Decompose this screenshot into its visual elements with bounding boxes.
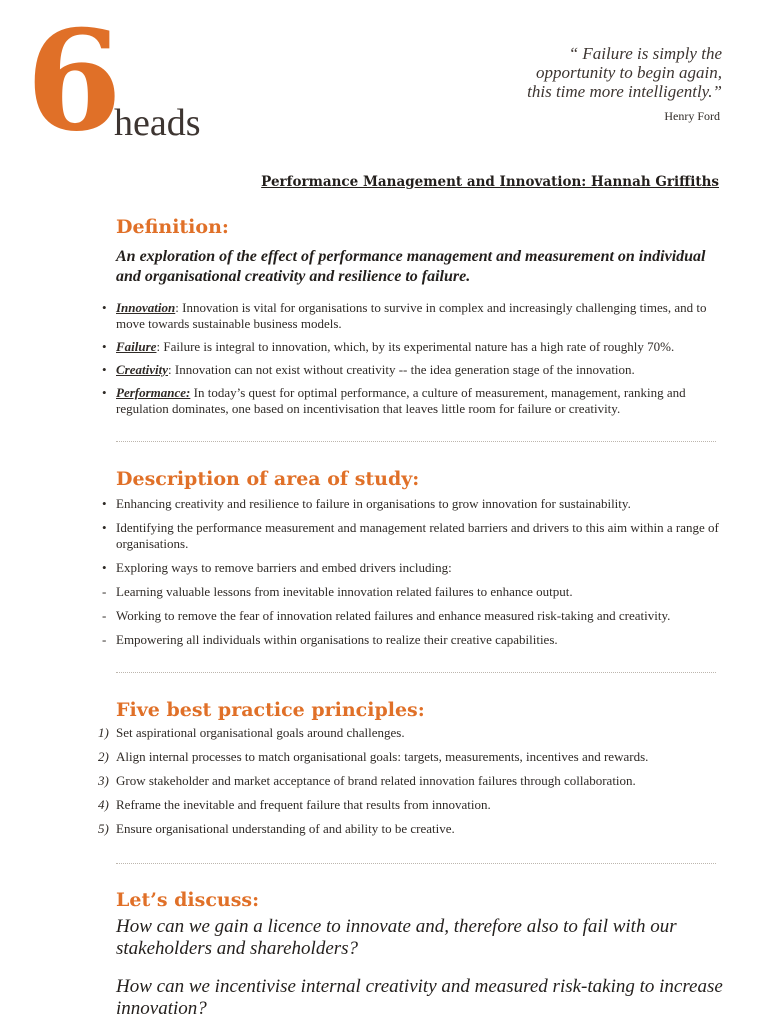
document-title: Performance Management and Innovation: Hannah Griffiths — [261, 174, 719, 190]
section-divider — [116, 672, 716, 673]
principles-section — [98, 698, 726, 837]
definition-term: Failure — [116, 339, 157, 354]
principle-number: 2) — [98, 749, 109, 764]
definition-term: Performance: — [116, 385, 191, 400]
logo-number: 6 — [26, 0, 123, 162]
description-text: Learning valuable lessons from inevitable innovation related failures to enhance output. — [116, 584, 573, 599]
definition-section — [102, 215, 726, 417]
description-heading: Description of area of study: — [116, 468, 420, 490]
definition-item — [102, 339, 726, 355]
principle-text: Ensure organisational understanding of and ability to be creative. — [116, 821, 455, 836]
description-item — [102, 608, 726, 624]
definition-item — [102, 362, 726, 378]
bullet-marker: - — [102, 584, 107, 599]
definition-text: Innovation can not exist without creativity -- the idea generation stage of the innovation. — [171, 362, 635, 377]
discussion-question: How can we incentivise internal creativity and measured risk-taking to increase innovation? — [116, 976, 723, 1019]
definition-separator: : — [168, 362, 172, 377]
bullet-marker: • — [102, 496, 107, 511]
principles-heading: Five best practice principles: — [116, 699, 425, 721]
logo — [26, 0, 226, 162]
definition-separator: : — [175, 300, 179, 315]
quote-line: this time more intelligently.” — [527, 82, 722, 101]
discuss-section — [116, 888, 726, 1020]
definition-item — [102, 385, 726, 417]
definition-text: Failure is integral to innovation, which, by its experimental nature has a high rate of roughly 70%. — [160, 339, 675, 354]
bullet-marker: - — [102, 632, 107, 647]
definition-list — [102, 300, 726, 417]
principle-item — [98, 749, 726, 765]
principle-number: 5) — [98, 821, 109, 836]
description-item — [102, 584, 726, 600]
description-text: Working to remove the fear of innovation related failures and enhance measured risk-taking and creativity. — [116, 608, 671, 623]
definition-item — [102, 300, 726, 332]
description-item — [102, 496, 726, 512]
principle-text: Reframe the inevitable and frequent failure that results from innovation. — [116, 797, 491, 812]
bullet-marker: • — [102, 385, 107, 400]
description-text: Exploring ways to remove barriers and embed drivers including: — [116, 560, 452, 575]
bullet-marker: • — [102, 339, 107, 354]
principle-text: Grow stakeholder and market acceptance of brand related innovation failures through collaboration. — [116, 773, 636, 788]
principle-number: 3) — [98, 773, 109, 788]
principle-text: Set aspirational organisational goals around challenges. — [116, 725, 405, 740]
description-item — [102, 632, 726, 648]
principle-item — [98, 725, 726, 741]
description-text: Identifying the performance measurement and management related barriers and drivers to this aim within a range of organisations. — [116, 520, 719, 551]
definition-heading: Definition: — [116, 216, 229, 238]
principle-text: Align internal processes to match organisational goals: targets, measurements, incentives and rewards. — [116, 749, 649, 764]
bullet-marker: - — [102, 608, 107, 623]
section-divider — [116, 441, 716, 442]
description-text: Enhancing creativity and resilience to failure in organisations to grow innovation for sustainability. — [116, 496, 631, 511]
principle-number: 1) — [98, 725, 109, 740]
principle-item — [98, 797, 726, 813]
definition-subheading: An exploration of the effect of performance management and measurement on individual and organisational creativity and resilience to failure. — [116, 248, 706, 285]
discuss-heading: Let’s discuss: — [116, 889, 260, 911]
bullet-marker: • — [102, 560, 107, 575]
definition-separator: : — [156, 339, 161, 354]
definition-term: Creativity — [116, 362, 168, 377]
quote-author: Henry Ford — [664, 109, 720, 123]
discussion-question: How can we gain a licence to innovate and, therefore also to fail with our stakeholders and shareholders? — [116, 916, 677, 959]
description-item — [102, 560, 726, 576]
description-list — [102, 496, 726, 648]
description-section — [102, 467, 726, 648]
definition-text: In today’s quest for optimal performance, a culture of measurement, management, ranking and regulation dominates, one based on incentivisation that leaves little room for failure or creativity. — [116, 385, 686, 416]
quote-line: opportunity to begin again, — [535, 63, 722, 82]
quote-line: “ Failure is simply the — [568, 44, 722, 63]
principle-item — [98, 821, 726, 837]
description-text: Empowering all individuals within organisations to realize their creative capabilities. — [116, 632, 558, 647]
bullet-marker: • — [102, 300, 107, 315]
quote — [422, 44, 722, 101]
logo-word: heads — [114, 102, 201, 144]
principle-number: 4) — [98, 797, 109, 812]
description-item — [102, 520, 726, 552]
bullet-marker: • — [102, 520, 107, 535]
definition-text: Innovation is vital for organisations to survive in complex and increasingly challenging times, and to move towards sustainable business models. — [116, 300, 707, 331]
principle-item — [98, 773, 726, 789]
bullet-marker: • — [102, 362, 107, 377]
section-divider — [116, 863, 716, 864]
principles-list — [98, 725, 726, 837]
definition-term: Innovation — [116, 300, 176, 315]
